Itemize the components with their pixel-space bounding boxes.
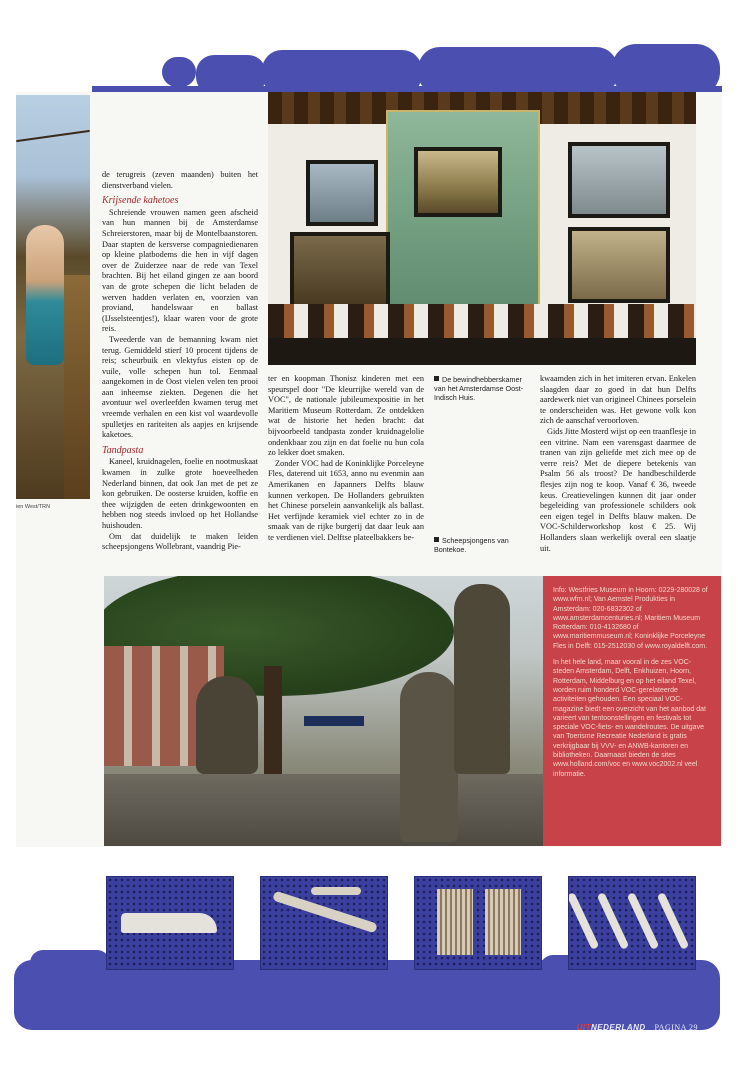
- caption-bullet: [434, 376, 439, 381]
- paragraph: Gids Jitte Mosterd wijst op een traanflesje in een vitrine. Nam een varensgast daarmee de tranen van zijn geliefde met zich mee op de verre reis? Met de diepere betekenis van Psalm 56 als troost? De handbeschilderde flesjes zijn nog te koop. Vanaf € 36, tweede keus. Creatievelingen kunnen dit jaar onder begeleiding van professionele schilders ook een eigen tegel in Delfts blauw maken. De VOC-Schilderworkshop kost € 25. Wij Hollanders slaan werkelijk overal een slaatje uit.: [540, 426, 696, 553]
- caption-boardroom: [434, 375, 526, 402]
- artefact-photo-tool: [106, 876, 234, 970]
- paragraph: Tweederde van de bemanning kwam niet terug. Gemiddeld stierf 10 procent tijdens de reis; scheurbuik en vlektyfus eisten op de vuile, volle schepen hun tol. Eenmaal aangekomen in de Oost vielen velen ten prooi aan inheemse ziekten. Degenen die het avontuur wel overleefden kwamen terug met vreemde verhalen en een kist vol waardevolle spulletjes en rariteiten als aapjes en krijsende kaketoes.: [102, 334, 258, 440]
- statues-photo: [104, 576, 543, 846]
- page-footer: [577, 1023, 698, 1032]
- table: [268, 338, 696, 365]
- subheading-krijsende-kahetoes: Krijsende kahetoes: [102, 195, 179, 207]
- subheading-tandpasta: Tandpasta: [102, 444, 144, 456]
- ship-rigging: [16, 130, 90, 142]
- paragraph: kwaamden zich in het imiteren ervan. Enkelen slaagden daar zo goed in dat hun Delfts aardewerk niet van origineel Chinees porselein te onderscheiden was. Het gewone volk kon zich de aanschaf veroorloven.: [540, 374, 696, 426]
- harbour-sign: [304, 716, 364, 726]
- stone-wall: [104, 774, 543, 846]
- article-column-1: [102, 170, 258, 553]
- statue-boy-standing: [454, 584, 510, 774]
- statue-boy-middle: [400, 672, 458, 842]
- caption-bullet: [434, 537, 439, 542]
- artefact-shape: [485, 889, 521, 955]
- caption-text: Scheepsjongens van Bontekoe.: [434, 536, 509, 554]
- artefact-shape: [121, 913, 217, 933]
- paragraph: Om dat duidelijk te maken leiden scheepsjongens Wollebrant, vaandrig Pie-: [102, 531, 258, 552]
- boardroom-photo: [268, 92, 696, 365]
- paragraph: ter en koopman Thonisz kinderen met een speurspel door "De kleurrijke wereld van de VOC", de nationale jubileumexpositie in het Maritiem Museum Rotterdam. Ze ontdekken wat de historie het heden bracht: dat bijvoorbeeld tandpasta zonder kruidnagelolie ondenkbaar zou zijn en dat foelie nu hun cola zo lekker doet smaken.: [268, 374, 424, 458]
- paragraph: de terugreis (zeven maanden) buiten het dienstverband vielen.: [102, 170, 258, 190]
- tree-trunk: [264, 666, 282, 776]
- painting-city-left: [290, 232, 390, 308]
- fireplace: [386, 110, 540, 334]
- painting-harbour: [568, 142, 670, 218]
- painting-tropical: [414, 147, 502, 217]
- ship-hull: [64, 275, 90, 499]
- painting-ships: [306, 160, 378, 226]
- caption-text: De bewindhebberskamer van het Amsterdamse Oost-Indisch Huis.: [434, 375, 524, 402]
- article-column-2: [268, 374, 424, 544]
- artefact-photo-pipes: [260, 876, 388, 970]
- info-paragraph: Info: Westfries Museum in Hoorn: 0229-280028 of www.wfm.nl; Van Aemstel Produkties in Amsterdam: 020-6832302 of www.amsterdamcenturies.nl; Maritiem Museum Rotterdam: 010-4132680 of www.maritiemmuseum.nl; Koninklijke Porceleyne Fles in Delft: 015-2512030 of www.royaldelft.com.: [553, 587, 708, 650]
- statue-boy-left: [196, 676, 258, 774]
- paragraph: Schreiende vrouwen namen geen afscheid van hun mannen bij de Amsterdamse Schreierstoren, maar bij de Montelbaanstoren. Daar stapten de kersverse compagniedienaren op kleine platbodems die hen in vijf dagen over de Zuiderzee naar de rede van Texel brachten. Bij het eiland gingen ze aan boord van de grote schepen die licht beladen de werven hadden verlaten en, voorzien van proviand, handelswaar en ballast (IJsselsteentjes!), klaar waren voor de grote reis.: [102, 207, 258, 334]
- artefact-photo-spoons: [568, 876, 696, 970]
- page-number: PAGINA 29: [654, 1023, 698, 1032]
- pegboard: [415, 877, 541, 969]
- figurehead-figure: [26, 225, 64, 365]
- photo-credit: ien West/TRN: [16, 504, 51, 510]
- info-box: [543, 576, 721, 846]
- artefact-shape: [311, 887, 361, 895]
- caption-boys: [434, 536, 526, 554]
- magazine-logo: NEDERLAND: [590, 1023, 646, 1032]
- magazine-logo-prefix: UIT: [576, 1023, 591, 1032]
- paragraph: Zonder VOC had de Koninklijke Porceleyne Fles, daterend uit 1653, anno nu evenmin aan Amerikanen en Japanners Delfts blauw kunnen verkopen. De Hollanders gebruikten het Chinese porselein aanvankelijk als ballast. Het verfijnde keramiek viel echter zo in de smaak van de rijke burgerij dat daar leuk aan te verdienen viel. Delftse plateelbakkers be-: [268, 458, 424, 542]
- artefact-shape: [437, 889, 473, 955]
- article-column-4: [540, 374, 696, 554]
- painting-city-right: [568, 227, 670, 303]
- artefact-photo-brushes: [414, 876, 542, 970]
- info-paragraph: In het hele land, maar vooral in de zes VOC-steden Amsterdam, Delft, Enkhuizen, Hoorn, Rotterdam, Middelburg en op het eiland Texel, worden ruim honderd VOC-gerelateerde activiteiten gehouden. Een speciaal VOC-magazine biedt een overzicht van het aanbod dat varieert van tentoonstellingen en festivals tot speciale VOC-fiets- en wandelroutes. De uitgave van Toerisme Recreatie Nederland is gratis verkrijgbaar bij VVV- en ANWB-kantoren en bibliotheken. Daarnaast bieden de sites www.holland.com/voc en www.voc2002.nl veel informatie.: [553, 659, 706, 778]
- figurehead-photo: [16, 95, 90, 499]
- paragraph: Kaneel, kruidnagelen, foelie en nootmuskaat kwamen in zulke grote hoeveelheden Nederland binnen, dat ook Jan met de pet ze kon gebruiken. De oosterse kruiden, koffie en thee wijzigden de eeten drinkgewoonten en hebben nog steeds invloed op het Hollandse huishouden.: [102, 457, 258, 530]
